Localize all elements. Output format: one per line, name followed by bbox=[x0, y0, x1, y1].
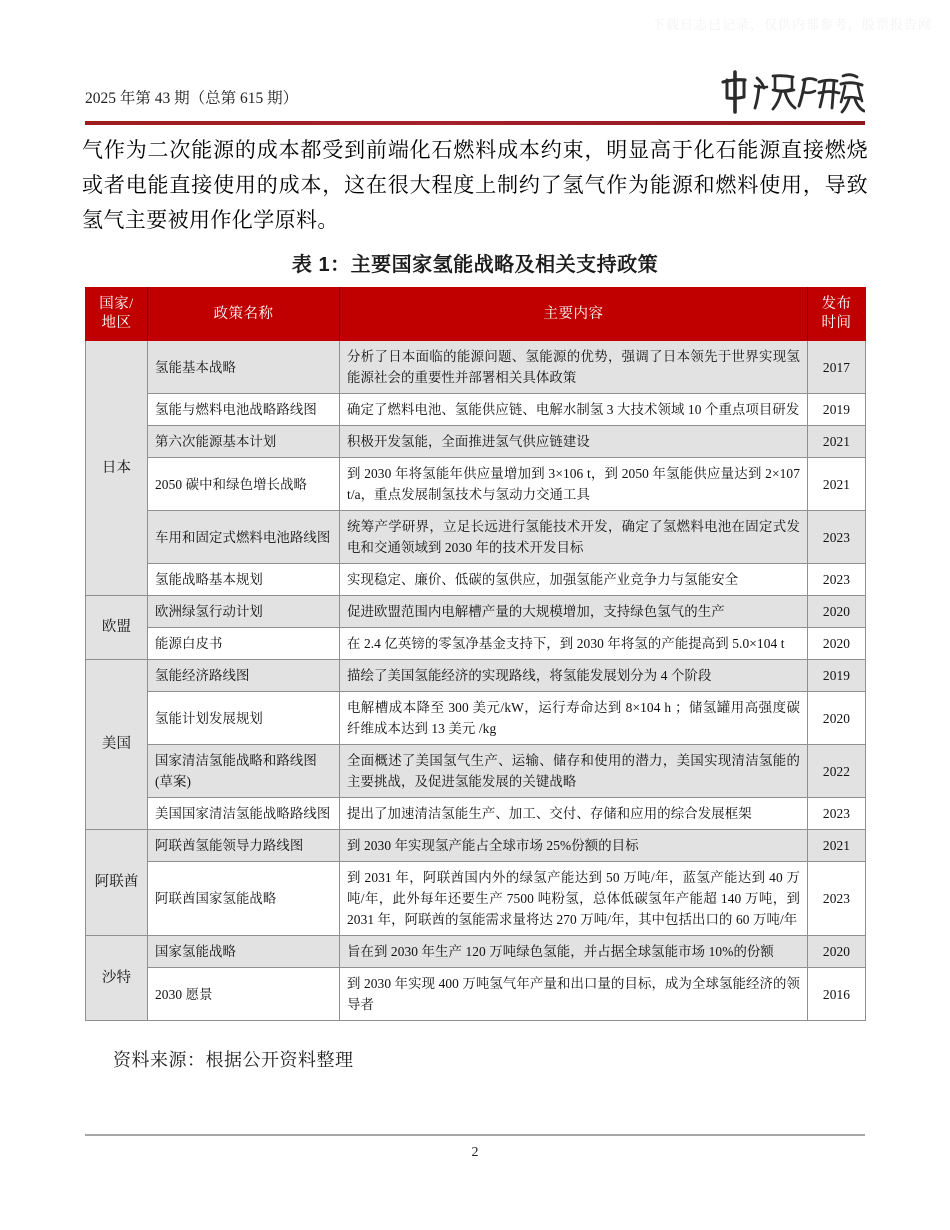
policy-content-cell: 确定了燃料电池、氢能供应链、电解水制氢 3 大技术领域 10 个重点项目研发 bbox=[340, 394, 808, 426]
table-row bbox=[86, 596, 866, 628]
release-year-cell: 2023 bbox=[808, 564, 866, 596]
policy-content-cell: 描绘了美国氢能经济的实现路线，将氢能发展划分为 4 个阶段 bbox=[340, 660, 808, 692]
region-cell: 美国 bbox=[86, 660, 148, 830]
policy-name-cell: 国家氢能战略 bbox=[148, 936, 340, 968]
page-header bbox=[85, 62, 865, 122]
table-row bbox=[86, 936, 866, 968]
policy-content-cell: 旨在到 2030 年生产 120 万吨绿色氢能，并占据全球氢能市场 10%的份额 bbox=[340, 936, 808, 968]
policy-content-cell: 到 2030 年实现 400 万吨氢气年产量和出口量的目标，成为全球氢能经济的领导者 bbox=[340, 968, 808, 1021]
release-year-cell: 2019 bbox=[808, 394, 866, 426]
release-year-cell: 2023 bbox=[808, 511, 866, 564]
release-year-cell: 2020 bbox=[808, 692, 866, 745]
policy-name-cell: 氢能战略基本规划 bbox=[148, 564, 340, 596]
table-row bbox=[86, 745, 866, 798]
policy-content-cell: 到 2030 年实现氢产能占全球市场 25%份额的目标 bbox=[340, 830, 808, 862]
policy-content-cell: 促进欧盟范围内电解槽产量的大规模增加，支持绿色氢气的生产 bbox=[340, 596, 808, 628]
issue-label: 2025 年第 43 期（总第 615 期） bbox=[85, 90, 299, 107]
col-header-region bbox=[86, 288, 148, 341]
policy-content-cell: 分析了日本面临的能源问题、氢能源的优势，强调了日本领先于世界实现氢能源社会的重要性并部署相关具体政策 bbox=[340, 341, 808, 394]
table-row bbox=[86, 862, 866, 936]
col-header-region-line1: 国家/ bbox=[99, 296, 134, 312]
col-header-year-line1: 发布 bbox=[821, 296, 852, 312]
body-paragraph: 气作为二次能源的成本都受到前端化石燃料成本约束，明显高于化石能源直接燃烧或者电能直接使用的成本，这在很大程度上制约了氢气作为能源和燃料使用，导致氢气主要被用作化学原料。 bbox=[82, 138, 868, 232]
table-row bbox=[86, 798, 866, 830]
policy-content-cell: 在 2.4 亿英镑的零氢净基金支持下，到 2030 年将氢的产能提高到 5.0×104 t bbox=[340, 628, 808, 660]
table-caption: 表 1：主要国家氢能战略及相关支持政策 bbox=[291, 254, 659, 276]
release-year-cell: 2023 bbox=[808, 798, 866, 830]
table-row bbox=[86, 830, 866, 862]
region-cell: 日本 bbox=[86, 341, 148, 596]
policy-content-cell: 提出了加速清洁氢能生产、加工、交付、存储和应用的综合发展框架 bbox=[340, 798, 808, 830]
release-year-cell: 2019 bbox=[808, 660, 866, 692]
table-header-row bbox=[86, 288, 866, 341]
policy-content-cell: 到 2030 年将氢能年供应量增加到 3×106 t，到 2050 年氢能供应量达到 2×107 t/a，重点发展制氢技术与氢动力交通工具 bbox=[340, 458, 808, 511]
policy-name-cell: 第六次能源基本计划 bbox=[148, 426, 340, 458]
policy-name-cell: 美国国家清洁氢能战略路线图 bbox=[148, 798, 340, 830]
page-number: 2 bbox=[471, 1145, 479, 1160]
policy-table-body bbox=[86, 341, 866, 1021]
release-year-cell: 2022 bbox=[808, 745, 866, 798]
table-row bbox=[86, 426, 866, 458]
table-row bbox=[86, 628, 866, 660]
policy-content-cell: 到 2031 年，阿联酋国内外的绿氢产能达到 50 万吨/年，蓝氢产能达到 40 万吨/年，此外每年还要生产 7500 吨粉氢，总体低碳氢年产能超 140 万吨，到 2031 年，阿联酋的氢能需求量将达 270 万吨/年，其中包括出口的 60 万吨/年 bbox=[340, 862, 808, 936]
policy-name-cell: 2050 碳中和绿色增长战略 bbox=[148, 458, 340, 511]
policy-name-cell: 氢能计划发展规划 bbox=[148, 692, 340, 745]
footer-divider bbox=[85, 1134, 865, 1136]
policy-name-cell: 2030 愿景 bbox=[148, 968, 340, 1021]
policy-name-cell: 氢能经济路线图 bbox=[148, 660, 340, 692]
policy-content-cell: 全面概述了美国氢气生产、运输、储存和使用的潜力，美国实现清洁氢能的主要挑战，及促进氢能发展的关键战略 bbox=[340, 745, 808, 798]
col-header-content: 主要内容 bbox=[340, 288, 808, 341]
brand-calligraphy-logo bbox=[715, 68, 865, 116]
table-row bbox=[86, 968, 866, 1021]
table-row bbox=[86, 394, 866, 426]
release-year-cell: 2023 bbox=[808, 862, 866, 936]
watermark-text: 下载日志已记录，仅供内部参考，股票报告网 bbox=[651, 17, 932, 32]
release-year-cell: 2017 bbox=[808, 341, 866, 394]
table-row bbox=[86, 660, 866, 692]
region-cell: 阿联酋 bbox=[86, 830, 148, 936]
policy-name-cell: 能源白皮书 bbox=[148, 628, 340, 660]
policy-name-cell: 欧洲绿氢行动计划 bbox=[148, 596, 340, 628]
release-year-cell: 2020 bbox=[808, 596, 866, 628]
col-header-policy: 政策名称 bbox=[148, 288, 340, 341]
policy-name-cell: 车用和固定式燃料电池路线图 bbox=[148, 511, 340, 564]
policy-content-cell: 积极开发氢能，全面推进氢气供应链建设 bbox=[340, 426, 808, 458]
table-row bbox=[86, 458, 866, 511]
region-cell: 沙特 bbox=[86, 936, 148, 1021]
source-note: 资料来源：根据公开资料整理 bbox=[113, 1050, 354, 1070]
policy-name-cell: 氢能基本战略 bbox=[148, 341, 340, 394]
table-row bbox=[86, 511, 866, 564]
policy-content-cell: 电解槽成本降至 300 美元/kW，运行寿命达到 8×104 h ；储氢罐用高强度碳纤维成本达到 13 美元 /kg bbox=[340, 692, 808, 745]
policy-content-cell: 统筹产学研界，立足长远进行氢能技术开发，确定了氢燃料电池在固定式发电和交通领域到 2030 年的技术开发目标 bbox=[340, 511, 808, 564]
header-divider bbox=[85, 121, 865, 125]
policy-table-wrapper bbox=[85, 287, 865, 1021]
table-row bbox=[86, 564, 866, 596]
col-header-year-line2: 时间 bbox=[821, 315, 852, 331]
table-row bbox=[86, 341, 866, 394]
release-year-cell: 2021 bbox=[808, 830, 866, 862]
release-year-cell: 2020 bbox=[808, 936, 866, 968]
col-header-year bbox=[808, 288, 866, 341]
policy-name-cell: 氢能与燃料电池战略路线图 bbox=[148, 394, 340, 426]
col-header-region-line2: 地区 bbox=[101, 315, 132, 331]
region-cell: 欧盟 bbox=[86, 596, 148, 660]
policy-name-cell: 国家清洁氢能战略和路线图(草案) bbox=[148, 745, 340, 798]
release-year-cell: 2020 bbox=[808, 628, 866, 660]
policy-name-cell: 阿联酋氢能领导力路线图 bbox=[148, 830, 340, 862]
release-year-cell: 2021 bbox=[808, 458, 866, 511]
release-year-cell: 2016 bbox=[808, 968, 866, 1021]
policy-content-cell: 实现稳定、廉价、低碳的氢供应，加强氢能产业竞争力与氢能安全 bbox=[340, 564, 808, 596]
policy-name-cell: 阿联酋国家氢能战略 bbox=[148, 862, 340, 936]
policy-table bbox=[85, 287, 866, 1021]
table-row bbox=[86, 692, 866, 745]
release-year-cell: 2021 bbox=[808, 426, 866, 458]
